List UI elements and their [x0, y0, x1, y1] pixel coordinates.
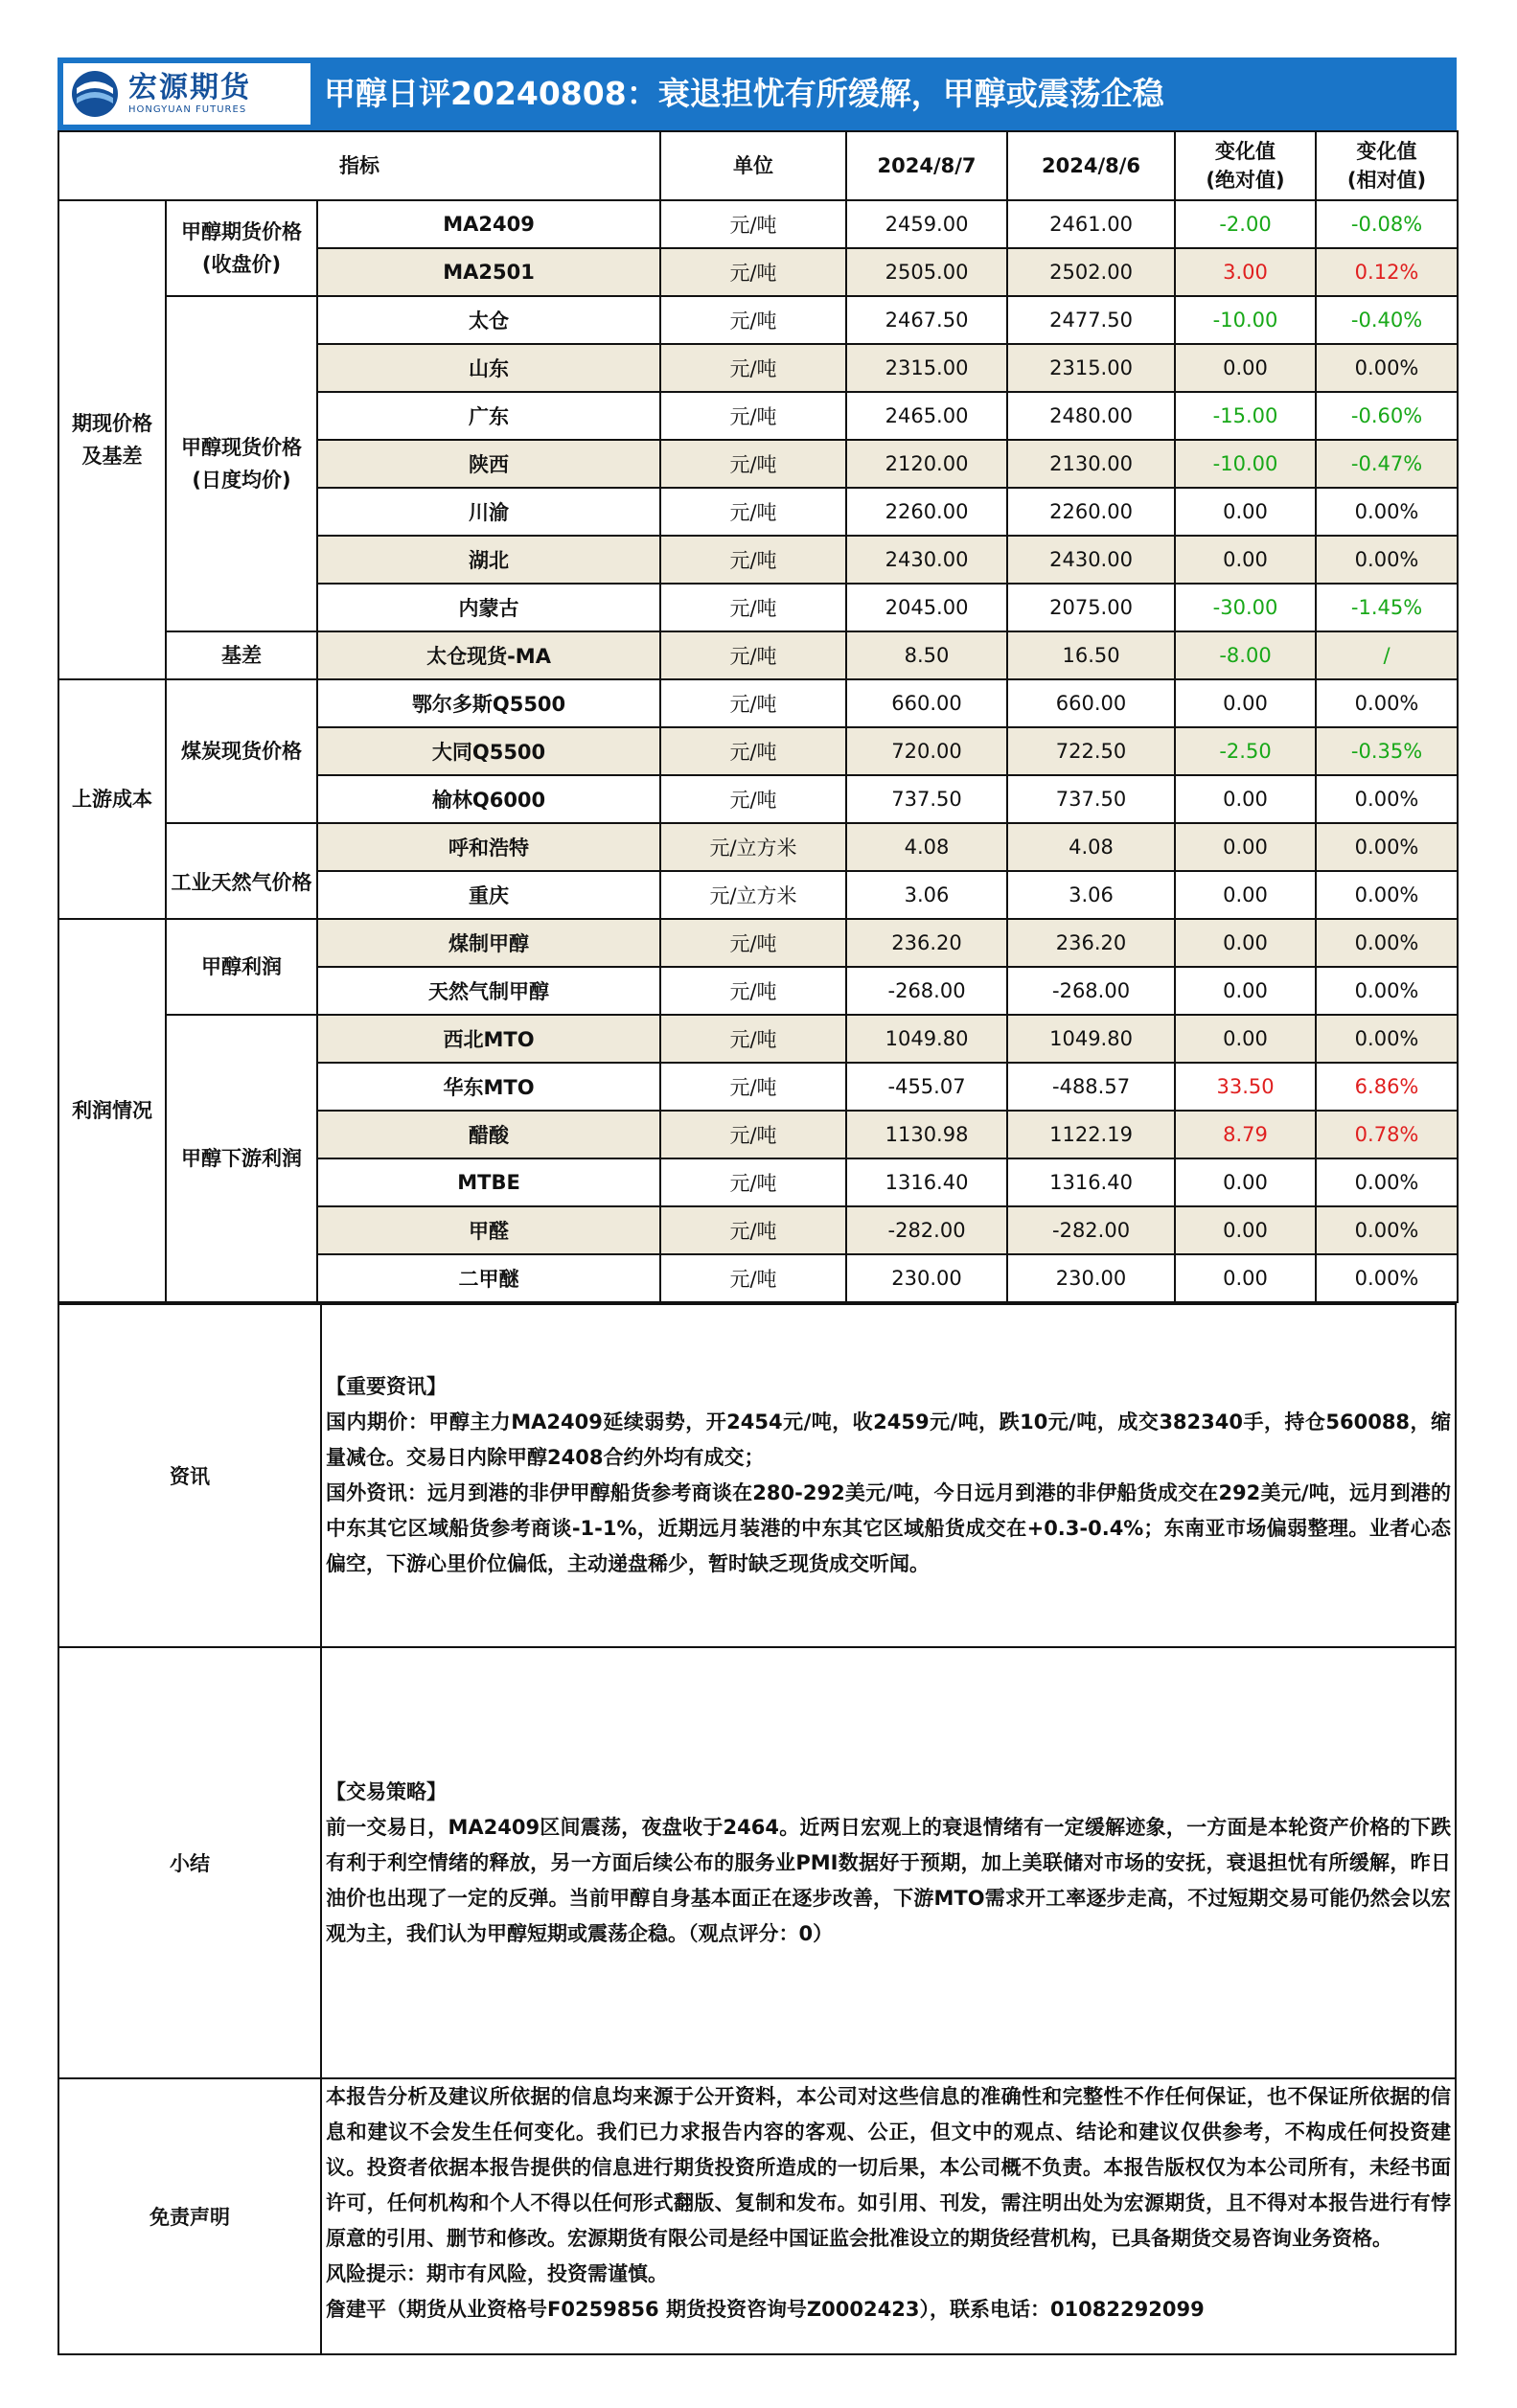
- disclaimer-label: 免责声明: [58, 2078, 321, 2354]
- change-rel: 0.00%: [1316, 775, 1458, 823]
- value-date1: 1049.80: [846, 1015, 1007, 1063]
- change-abs: 0.00: [1175, 775, 1316, 823]
- value-date1: -268.00: [846, 967, 1007, 1015]
- table-row: [58, 296, 1458, 344]
- company-logo: [63, 63, 310, 125]
- summary-content: [321, 1647, 1456, 2078]
- indicator-name: 内蒙古: [317, 584, 660, 631]
- subgroup-label: 基差: [166, 631, 317, 679]
- report-sheet: [57, 57, 1457, 2355]
- col-header-change-rel: 变化值 (相对值): [1316, 131, 1458, 200]
- value-date2: -282.00: [1007, 1206, 1175, 1254]
- change-rel: 0.00%: [1316, 823, 1458, 871]
- value-date1: 2465.00: [846, 392, 1007, 440]
- unit-cell: 元/吨: [660, 1063, 846, 1111]
- change-rel: 0.00%: [1316, 1158, 1458, 1206]
- table-body: [58, 200, 1458, 1302]
- indicator-name: 西北MTO: [317, 1015, 660, 1063]
- change-rel: -0.35%: [1316, 727, 1458, 775]
- news-paragraph-foreign: 国外资讯：远月到港的非伊甲醇船货参考商谈在280-292美元/吨，今日远月到港的非伊船货成交在292美元/吨，远月到港的中东其它区域船货参考商谈-1-1%，近期远月装港的中东其它区域船货成交在+0.3-0.4%；东南亚市场偏弱整理。业者心态偏空，下游心里价位偏低，主动递盘稀少，暂时缺乏现货成交听闻。: [326, 1481, 1451, 1575]
- value-date1: 2120.00: [846, 440, 1007, 488]
- change-rel: 0.00%: [1316, 488, 1458, 536]
- value-date2: 2075.00: [1007, 584, 1175, 631]
- summary-paragraph: 前一交易日，MA2409区间震荡，夜盘收于2464。近两日宏观上的衰退情绪有一定缓解迹象，一方面是本轮资产价格的下跌有利于利空情绪的释放，另一方面后续公布的服务业PMI数据好于预期，加上美联储对市场的安抚，衰退担忧有所缓解，昨日油价也出现了一定的反弹。当前甲醇自身基本面正在逐步改善，下游MTO需求开工率逐步走高，不过短期交易可能仍然会以宏观为主，我们认为甲醇短期或震荡企稳。（观点评分：0）: [326, 1815, 1451, 1945]
- logo-english-name: HONGYUAN FUTURES: [128, 104, 247, 115]
- unit-cell: 元/吨: [660, 1015, 846, 1063]
- indicator-name: 重庆: [317, 871, 660, 919]
- change-abs: 0.00: [1175, 1158, 1316, 1206]
- value-date2: 722.50: [1007, 727, 1175, 775]
- unit-cell: 元/吨: [660, 631, 846, 679]
- unit-cell: 元/吨: [660, 1158, 846, 1206]
- value-date2: 2477.50: [1007, 296, 1175, 344]
- indicator-name: 天然气制甲醇: [317, 967, 660, 1015]
- value-date1: 3.06: [846, 871, 1007, 919]
- change-rel: 0.00%: [1316, 679, 1458, 727]
- news-content: [321, 1304, 1456, 1647]
- unit-cell: 元/吨: [660, 775, 846, 823]
- indicator-name: MA2501: [317, 248, 660, 296]
- indicator-name: 大同Q5500: [317, 727, 660, 775]
- change-rel: 0.78%: [1316, 1111, 1458, 1158]
- change-abs: 0.00: [1175, 1206, 1316, 1254]
- change-abs: 8.79: [1175, 1111, 1316, 1158]
- subgroup-label: 甲醇现货价格 (日度均价): [166, 296, 317, 631]
- col-header-change-abs: 变化值 (绝对值): [1175, 131, 1316, 200]
- value-date1: 2467.50: [846, 296, 1007, 344]
- value-date2: 236.20: [1007, 919, 1175, 967]
- indicator-name: 呼和浩特: [317, 823, 660, 871]
- subgroup-label: 甲醇下游利润: [166, 1015, 317, 1302]
- col-header-date2: 2024/8/6: [1007, 131, 1175, 200]
- value-date1: 2505.00: [846, 248, 1007, 296]
- value-date2: 2502.00: [1007, 248, 1175, 296]
- indicator-name: 煤制甲醇: [317, 919, 660, 967]
- change-abs: 0.00: [1175, 344, 1316, 392]
- value-date1: 1316.40: [846, 1158, 1007, 1206]
- change-rel: 0.00%: [1316, 1015, 1458, 1063]
- hongyuan-logo-icon: [67, 69, 123, 119]
- table-row: [58, 200, 1458, 248]
- table-row: [58, 919, 1458, 967]
- change-abs: 0.00: [1175, 871, 1316, 919]
- unit-cell: 元/吨: [660, 584, 846, 631]
- unit-cell: 元/吨: [660, 488, 846, 536]
- col-header-date1: 2024/8/7: [846, 131, 1007, 200]
- change-rel: 0.00%: [1316, 919, 1458, 967]
- indicator-name: 华东MTO: [317, 1063, 660, 1111]
- group-label: 利润情况: [58, 919, 166, 1302]
- change-abs: -15.00: [1175, 392, 1316, 440]
- change-rel: -1.45%: [1316, 584, 1458, 631]
- unit-cell: 元/吨: [660, 679, 846, 727]
- col-header-indicator: 指标: [58, 131, 660, 200]
- value-date1: 2045.00: [846, 584, 1007, 631]
- unit-cell: 元/吨: [660, 1254, 846, 1302]
- change-rel: 0.00%: [1316, 1206, 1458, 1254]
- unit-cell: 元/吨: [660, 727, 846, 775]
- indicator-name: 太仓: [317, 296, 660, 344]
- change-rel: 6.86%: [1316, 1063, 1458, 1111]
- indicator-name: 湖北: [317, 536, 660, 584]
- unit-cell: 元/吨: [660, 344, 846, 392]
- unit-cell: 元/吨: [660, 967, 846, 1015]
- value-date2: 660.00: [1007, 679, 1175, 727]
- indicator-name: 太仓现货-MA: [317, 631, 660, 679]
- disclaimer-section: [58, 2078, 1456, 2354]
- value-date1: 2315.00: [846, 344, 1007, 392]
- change-abs: 0.00: [1175, 1254, 1316, 1302]
- value-date2: 1122.19: [1007, 1111, 1175, 1158]
- change-rel: 0.00%: [1316, 536, 1458, 584]
- value-date2: 16.50: [1007, 631, 1175, 679]
- subgroup-label: 甲醇利润: [166, 919, 317, 1015]
- value-date2: 2260.00: [1007, 488, 1175, 536]
- disclaimer-paragraph: 本报告分析及建议所依据的信息均来源于公开资料，本公司对这些信息的准确性和完整性不作任何保证，也不保证所依据的信息和建议不会发生任何变化。我们已力求报告内容的客观、公正，但文中的观点、结论和建议仅供参考，不构成任何投资建议。投资者依据本报告提供的信息进行期货投资所造成的一切后果，本公司概不负责。本报告版权仅为本公司所有，未经书面许可，任何机构和个人不得以任何形式翻版、复制和发布。如引用、刊发，需注明出处为宏源期货，且不得对本报告进行有悖原意的引用、删节和修改。宏源期货有限公司是经中国证监会批准设立的期货经营机构，已具备期货交易咨询业务资格。: [326, 2085, 1451, 2250]
- indicator-name: 榆林Q6000: [317, 775, 660, 823]
- subgroup-label: 甲醇期货价格 (收盘价): [166, 200, 317, 296]
- unit-cell: 元/立方米: [660, 871, 846, 919]
- value-date1: -455.07: [846, 1063, 1007, 1111]
- change-abs: 0.00: [1175, 679, 1316, 727]
- value-date1: 2459.00: [846, 200, 1007, 248]
- value-date1: 1130.98: [846, 1111, 1007, 1158]
- value-date2: 2130.00: [1007, 440, 1175, 488]
- analyst-contact: 詹建平（期货从业资格号F0259856 期货投资咨询号Z0002423），联系电话：01082292099: [326, 2298, 1205, 2321]
- news-label: 资讯: [58, 1304, 321, 1647]
- value-date1: 660.00: [846, 679, 1007, 727]
- unit-cell: 元/吨: [660, 1111, 846, 1158]
- change-rel: -0.08%: [1316, 200, 1458, 248]
- value-date2: 2480.00: [1007, 392, 1175, 440]
- change-abs: 0.00: [1175, 536, 1316, 584]
- change-rel: 0.00%: [1316, 967, 1458, 1015]
- report-title: 甲醇日评20240808：衰退担忧有所缓解，甲醇或震荡企稳: [324, 75, 1164, 112]
- value-date2: 4.08: [1007, 823, 1175, 871]
- value-date2: 2315.00: [1007, 344, 1175, 392]
- change-abs: -10.00: [1175, 296, 1316, 344]
- change-abs: -30.00: [1175, 584, 1316, 631]
- value-date1: 2430.00: [846, 536, 1007, 584]
- news-heading: 【重要资讯】: [326, 1375, 447, 1398]
- value-date2: 737.50: [1007, 775, 1175, 823]
- change-abs: 0.00: [1175, 967, 1316, 1015]
- unit-cell: 元/吨: [660, 1206, 846, 1254]
- unit-cell: 元/吨: [660, 200, 846, 248]
- subgroup-label: 煤炭现货价格: [166, 679, 317, 823]
- change-rel: -0.47%: [1316, 440, 1458, 488]
- subgroup-label: 工业天然气价格: [166, 823, 317, 919]
- group-label: 上游成本: [58, 679, 166, 919]
- change-abs: -8.00: [1175, 631, 1316, 679]
- change-abs: 0.00: [1175, 1015, 1316, 1063]
- change-abs: 33.50: [1175, 1063, 1316, 1111]
- change-rel: 0.12%: [1316, 248, 1458, 296]
- change-abs: 3.00: [1175, 248, 1316, 296]
- indicator-name: 甲醛: [317, 1206, 660, 1254]
- unit-cell: 元/吨: [660, 536, 846, 584]
- table-row: [58, 679, 1458, 727]
- unit-cell: 元/立方米: [660, 823, 846, 871]
- logo-chinese-name: 宏源期货: [128, 71, 251, 104]
- change-rel: -0.40%: [1316, 296, 1458, 344]
- change-rel: /: [1316, 631, 1458, 679]
- table-row: [58, 823, 1458, 871]
- unit-cell: 元/吨: [660, 392, 846, 440]
- change-rel: 0.00%: [1316, 344, 1458, 392]
- table-header-row: [58, 131, 1458, 200]
- indicator-name: 鄂尔多斯Q5500: [317, 679, 660, 727]
- text-sections: [57, 1303, 1457, 2355]
- indicator-name: 川渝: [317, 488, 660, 536]
- change-rel: 0.00%: [1316, 1254, 1458, 1302]
- change-abs: -2.50: [1175, 727, 1316, 775]
- value-date2: -488.57: [1007, 1063, 1175, 1111]
- indicator-name: 醋酸: [317, 1111, 660, 1158]
- indicator-table: [57, 130, 1459, 1303]
- indicator-name: 广东: [317, 392, 660, 440]
- value-date1: 4.08: [846, 823, 1007, 871]
- change-abs: 0.00: [1175, 488, 1316, 536]
- report-header: [57, 57, 1457, 130]
- change-abs: 0.00: [1175, 919, 1316, 967]
- value-date2: 1316.40: [1007, 1158, 1175, 1206]
- unit-cell: 元/吨: [660, 919, 846, 967]
- value-date2: 3.06: [1007, 871, 1175, 919]
- summary-label: 小结: [58, 1647, 321, 2078]
- value-date2: -268.00: [1007, 967, 1175, 1015]
- value-date1: 2260.00: [846, 488, 1007, 536]
- value-date1: -282.00: [846, 1206, 1007, 1254]
- risk-warning: 风险提示：期市有风险，投资需谨慎。: [326, 2262, 668, 2285]
- indicator-name: MA2409: [317, 200, 660, 248]
- change-abs: 0.00: [1175, 823, 1316, 871]
- unit-cell: 元/吨: [660, 248, 846, 296]
- group-label: 期现价格 及基差: [58, 200, 166, 679]
- value-date1: 720.00: [846, 727, 1007, 775]
- value-date1: 737.50: [846, 775, 1007, 823]
- unit-cell: 元/吨: [660, 440, 846, 488]
- disclaimer-content: [321, 2078, 1456, 2354]
- unit-cell: 元/吨: [660, 296, 846, 344]
- value-date1: 236.20: [846, 919, 1007, 967]
- indicator-name: 山东: [317, 344, 660, 392]
- indicator-name: 二甲醚: [317, 1254, 660, 1302]
- col-header-unit: 单位: [660, 131, 846, 200]
- indicator-name: MTBE: [317, 1158, 660, 1206]
- change-rel: 0.00%: [1316, 871, 1458, 919]
- value-date1: 8.50: [846, 631, 1007, 679]
- news-section: [58, 1304, 1456, 1647]
- change-rel: -0.60%: [1316, 392, 1458, 440]
- change-abs: -10.00: [1175, 440, 1316, 488]
- indicator-name: 陕西: [317, 440, 660, 488]
- table-row: [58, 1015, 1458, 1063]
- value-date2: 2430.00: [1007, 536, 1175, 584]
- table-row: [58, 631, 1458, 679]
- value-date2: 1049.80: [1007, 1015, 1175, 1063]
- change-abs: -2.00: [1175, 200, 1316, 248]
- summary-heading: 【交易策略】: [326, 1779, 447, 1803]
- summary-section: [58, 1647, 1456, 2078]
- value-date1: 230.00: [846, 1254, 1007, 1302]
- news-paragraph-domestic: 国内期价：甲醇主力MA2409延续弱势，开2454元/吨，收2459元/吨，跌10元/吨，成交382340手，持仓560088，缩量减仓。交易日内除甲醇2408合约外均有成交；: [326, 1410, 1451, 1469]
- value-date2: 2461.00: [1007, 200, 1175, 248]
- value-date2: 230.00: [1007, 1254, 1175, 1302]
